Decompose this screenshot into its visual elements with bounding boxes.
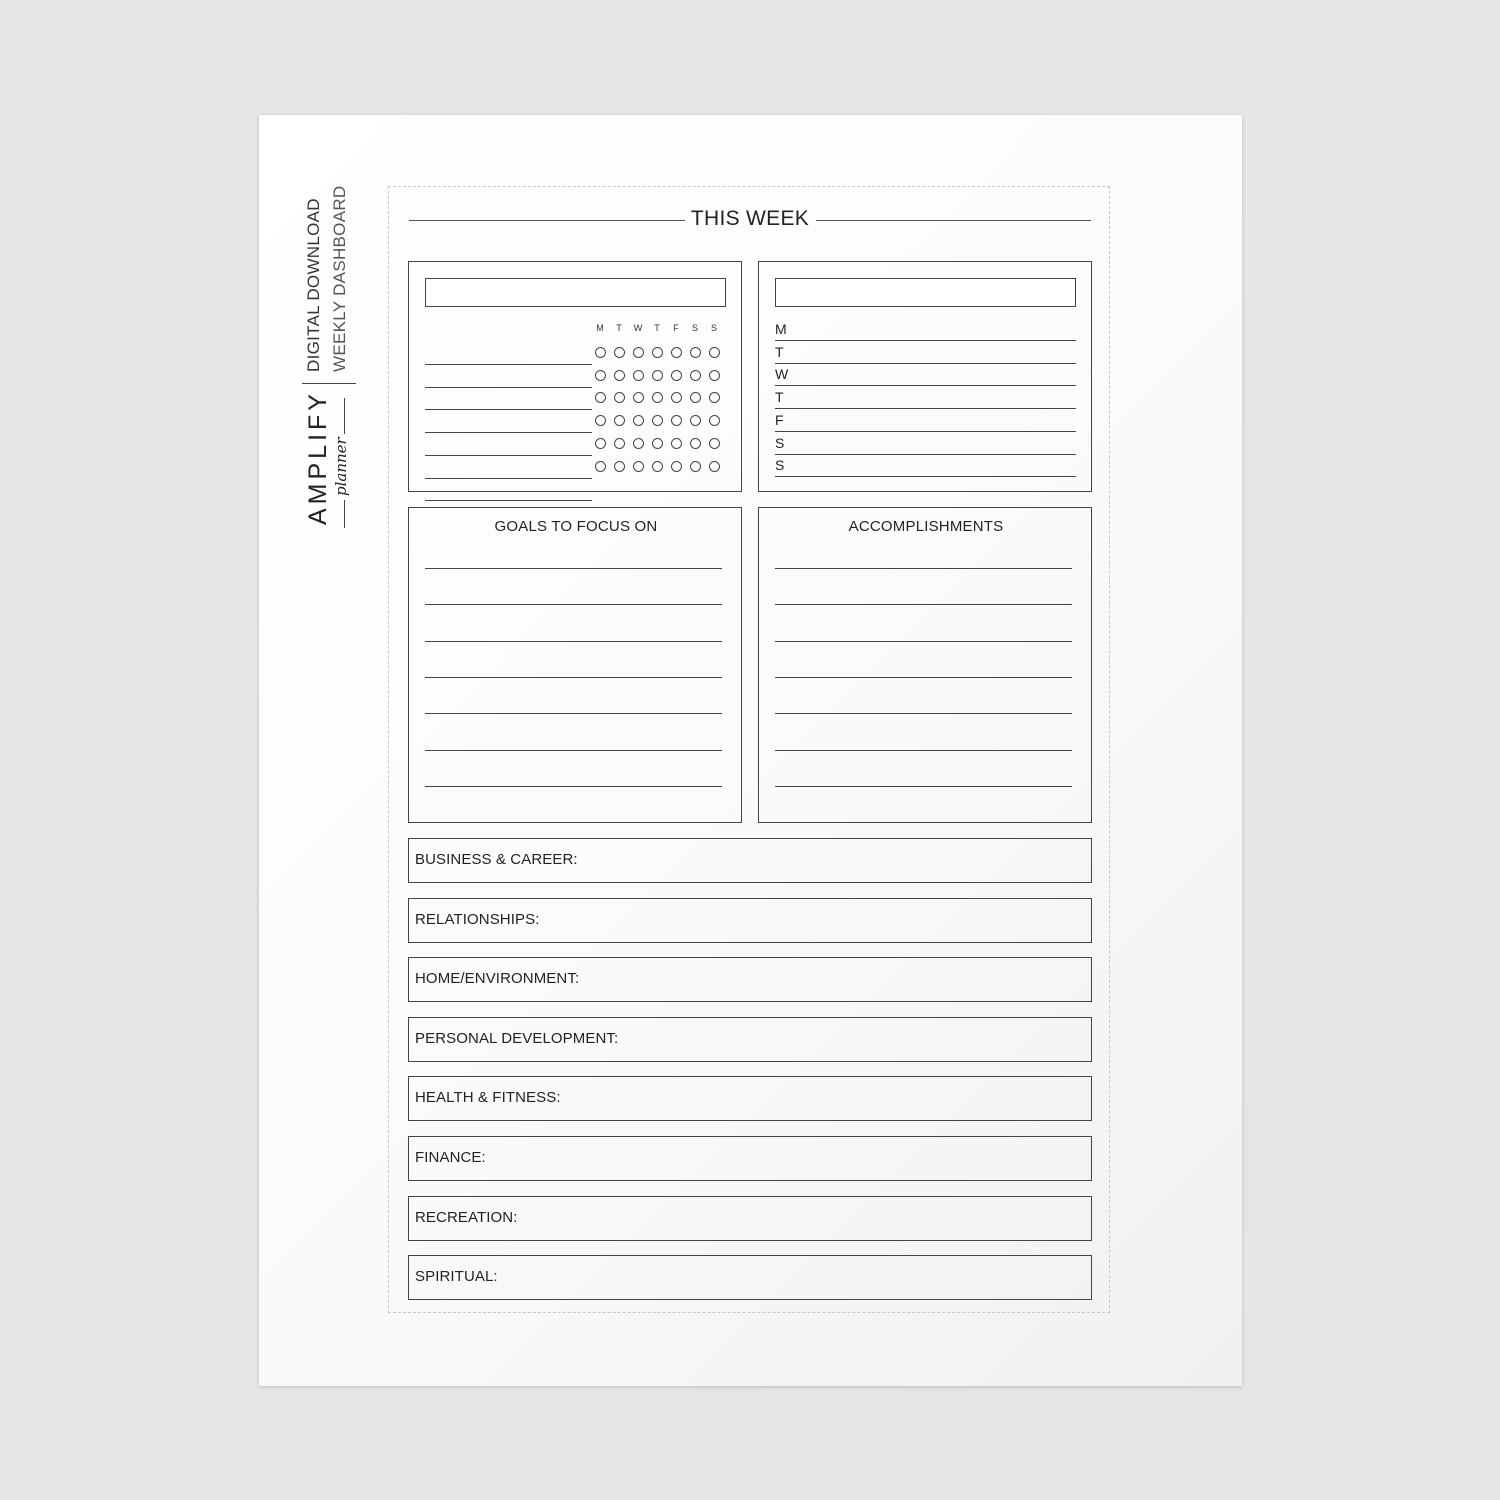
daily-line[interactable] (775, 454, 1076, 455)
habit-check-circle[interactable] (614, 347, 625, 358)
habit-check-circle[interactable] (633, 415, 644, 426)
category-field-finance[interactable] (408, 1136, 1092, 1181)
accomplishment-line[interactable] (775, 786, 1072, 787)
daily-list-box (758, 261, 1092, 492)
habit-check-circle[interactable] (652, 415, 663, 426)
habit-check-circle[interactable] (633, 347, 644, 358)
habit-check-circle[interactable] (709, 392, 720, 403)
habit-check-circle[interactable] (690, 461, 701, 472)
accomplishments-box (758, 507, 1092, 823)
page-title: THIS WEEK (690, 207, 810, 230)
habit-day-label: W (633, 323, 643, 333)
habit-check-circle[interactable] (671, 347, 682, 358)
title-rule-left (409, 220, 685, 221)
goal-line[interactable] (425, 713, 722, 714)
accomplishment-line[interactable] (775, 604, 1072, 605)
habit-check-circle[interactable] (633, 370, 644, 381)
habit-check-circle[interactable] (652, 392, 663, 403)
daily-day-label: S (775, 457, 785, 474)
category-label: BUSINESS & CAREER: (415, 851, 578, 868)
habit-check-circle[interactable] (652, 347, 663, 358)
brand-rule-left (344, 500, 345, 528)
brand-line-weekly-dashboard: WEEKLY DASHBOARD (330, 185, 349, 372)
habit-check-circle[interactable] (614, 392, 625, 403)
goal-line[interactable] (425, 677, 722, 678)
accomplishment-line[interactable] (775, 641, 1072, 642)
brand-subtitle: planner (332, 437, 350, 496)
habit-check-circle[interactable] (690, 370, 701, 381)
habit-check-circle[interactable] (595, 370, 606, 381)
habit-check-circle[interactable] (671, 438, 682, 449)
habit-check-circle[interactable] (709, 438, 720, 449)
category-label: SPIRITUAL: (415, 1268, 498, 1286)
habit-tracker-box (408, 261, 742, 492)
habit-check-circle[interactable] (595, 347, 606, 358)
daily-day-label: M (775, 321, 787, 337)
habit-check-circle[interactable] (595, 461, 606, 472)
habit-check-circle[interactable] (690, 347, 701, 358)
accomplishment-line[interactable] (775, 568, 1072, 569)
brand-divider (302, 383, 356, 384)
accomplishment-line[interactable] (775, 750, 1072, 751)
daily-day-label: W (775, 366, 789, 383)
goals-box (408, 507, 742, 823)
daily-line[interactable] (775, 385, 1076, 386)
habit-check-circle[interactable] (595, 392, 606, 403)
category-field-recreation[interactable] (408, 1196, 1092, 1241)
habit-line[interactable] (425, 500, 592, 501)
habit-check-circle[interactable] (671, 370, 682, 381)
daily-line[interactable] (775, 408, 1076, 409)
habit-day-label: S (710, 323, 717, 333)
goal-line[interactable] (425, 786, 722, 787)
category-label: HEALTH & FITNESS: (415, 1089, 561, 1107)
goal-line[interactable] (425, 604, 722, 605)
habit-check-circle[interactable] (614, 461, 625, 472)
category-field-home-environment[interactable] (408, 957, 1092, 1002)
habit-check-circle[interactable] (633, 461, 644, 472)
daily-line[interactable] (775, 340, 1076, 341)
habit-check-circle[interactable] (652, 461, 663, 472)
daily-day-label: T (775, 343, 784, 360)
habit-tracker-title-field[interactable] (425, 278, 726, 307)
habit-check-circle[interactable] (709, 347, 720, 358)
category-label: RECREATION: (415, 1208, 518, 1226)
goal-line[interactable] (425, 750, 722, 751)
habit-check-circle[interactable] (633, 438, 644, 449)
habit-check-circle[interactable] (690, 415, 701, 426)
category-field-personal-development[interactable] (408, 1017, 1092, 1062)
habit-check-circle[interactable] (595, 415, 606, 426)
habit-line[interactable] (425, 387, 592, 388)
habit-day-label: T (616, 323, 622, 333)
brand-name: AMPLIFY (304, 390, 332, 525)
habit-check-circle[interactable] (709, 370, 720, 381)
daily-day-label: F (775, 411, 784, 428)
category-field-spiritual[interactable] (408, 1255, 1092, 1300)
habit-check-circle[interactable] (690, 392, 701, 403)
habit-line[interactable] (425, 432, 592, 433)
brand-rule-right (344, 398, 345, 434)
daily-line[interactable] (775, 363, 1076, 364)
habit-day-label: M (596, 323, 604, 333)
habit-check-circle[interactable] (614, 415, 625, 426)
category-label: FINANCE: (415, 1149, 486, 1166)
brand-line-digital-download: DIGITAL DOWNLOAD (304, 198, 323, 372)
daily-list-title-field[interactable] (775, 278, 1076, 307)
daily-line[interactable] (775, 431, 1076, 432)
daily-day-label: T (775, 389, 784, 406)
brand-block (300, 180, 360, 540)
habit-check-circle[interactable] (633, 392, 644, 403)
accomplishment-line[interactable] (775, 677, 1072, 678)
habit-check-circle[interactable] (709, 415, 720, 426)
category-label: HOME/ENVIRONMENT: (415, 970, 580, 988)
daily-day-label: S (775, 434, 785, 451)
goals-heading: GOALS TO FOCUS ON (494, 518, 658, 535)
accomplishments-heading: ACCOMPLISHMENTS (848, 518, 1004, 535)
habit-line[interactable] (425, 478, 592, 479)
habit-day-label: F (673, 323, 679, 333)
habit-check-circle[interactable] (671, 461, 682, 472)
habit-check-circle[interactable] (595, 438, 606, 449)
goal-line[interactable] (425, 568, 722, 569)
habit-day-label: T (654, 323, 660, 333)
category-label: RELATIONSHIPS: (415, 910, 540, 928)
habit-line[interactable] (425, 455, 592, 456)
habit-line[interactable] (425, 364, 592, 365)
habit-check-circle[interactable] (652, 370, 663, 381)
category-field-business-career[interactable] (408, 838, 1092, 883)
habit-check-circle[interactable] (690, 438, 701, 449)
habit-check-circle[interactable] (709, 461, 720, 472)
habit-check-circle[interactable] (671, 392, 682, 403)
accomplishment-line[interactable] (775, 713, 1072, 714)
category-field-relationships[interactable] (408, 898, 1092, 943)
habit-check-circle[interactable] (652, 438, 663, 449)
daily-line[interactable] (775, 476, 1076, 477)
goal-line[interactable] (425, 641, 722, 642)
category-label: PERSONAL DEVELOPMENT: (415, 1029, 619, 1047)
category-field-health-fitness[interactable] (408, 1076, 1092, 1121)
title-rule-right (816, 220, 1091, 221)
habit-check-circle[interactable] (614, 370, 625, 381)
habit-check-circle[interactable] (614, 438, 625, 449)
habit-line[interactable] (425, 409, 592, 410)
habit-day-label: S (691, 323, 698, 333)
habit-check-circle[interactable] (671, 415, 682, 426)
